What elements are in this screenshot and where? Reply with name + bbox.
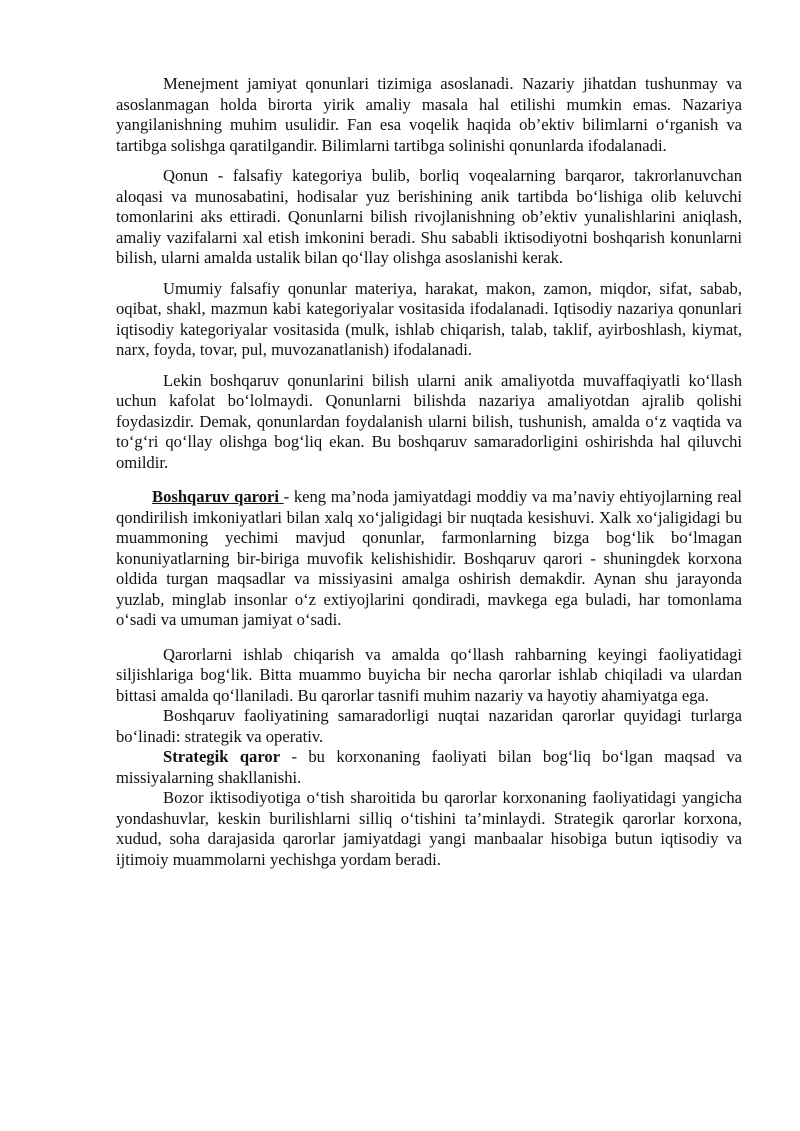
- paragraph-text: - bu korxonaning faoliyati bilan bog‘liq bo‘lgan maqsad va missiyalarning shakllanishi.: [116, 747, 742, 787]
- paragraph-philosophical-laws: [116, 279, 742, 361]
- paragraph-management-decision: [116, 487, 742, 631]
- paragraph-decisions-development: [116, 645, 742, 707]
- paragraph-text: Boshqaruv faoliyatining samaradorligi nuqtai nazaridan qarorlar quyidagi turlarga bo‘linadi: strategik va operativ.: [116, 706, 742, 746]
- paragraph-text: Qarorlarni ishlab chiqarish va amalda qo‘llash rahbarning keyingi faoliyatidagi siljishlariga bog‘lik. Bitta muammo buyicha bir necha qarorlar ishlab chiqiladi va ulardan bittasi amalda qo‘llaniladi. Bu qarorlar tasnifi muhim nazariy va hayotiy ahamiyatga ega.: [116, 644, 742, 705]
- paragraph-market-economy: [116, 788, 742, 870]
- paragraph-text: - keng ma’noda jamiyatdagi moddiy va ma’naviy ehtiyojlarning real qondirilish imkoniyatlari bilan xalq xo‘jaligidagi bir nuqtada kesishuvi. Xalk xo‘jaligidagi bu muammoning yechimi mavjud qonunlar, farmonlarning bizga bog‘lik bo‘lmagan konuniyatlarning bir-biriga muvofik kelishishidir. Boshqaruv qarori - shuningdek korxona oldida turgan maqsadlar va missiyasini amalga oshirish demakdir. Aynan shu jarayonda yuzlab, minglab insonlar o‘z extiyojlarini qondiradi, mavkega ega buladi, har tomonlama o‘sadi va umuman jamiyat o‘sadi.: [116, 487, 742, 629]
- paragraph-strategic-decision: [116, 747, 742, 788]
- paragraph-decision-types: [116, 706, 742, 747]
- paragraph-text: Bozor iktisodiyotiga o‘tish sharoitida bu qarorlar korxonaning faoliyatidagi yangicha yondashuvlar, keskin burilishlarni silliq o‘tishini ta’minlaydi. Strategik qarorlar korxona, xudud, soha darajasida qarorlar jamiyatdagi yangi manbaalar hisobiga butun iqtisodiy va ijtimoiy muammolarni yechishga yordam beradi.: [116, 788, 742, 869]
- paragraph-practice: [116, 371, 742, 474]
- paragraph-text: Lekin boshqaruv qonunlarini bilish ularni anik amaliyotda muvaffaqiyatli ko‘llash uchun kafolat bo‘lolmaydi. Qonunlarni bilishda nazariya amaliyotdan ajralib qolishi foydasizdir. Demak, qonunlardan foydalanish ularni bilish, tushunish, amalda o‘z vaqtida va to‘g‘ri qo‘llay olishga bog‘liq ekan. Bu boshqaruv samaradorligini oshirishda hal qiluvchi omildir.: [116, 370, 742, 472]
- paragraph-text: Menejment jamiyat qonunlari tizimiga asoslanadi. Nazariy jihatdan tushunmay va asoslanmagan holda birorta yirik amaliy masala hal etilishi mumkin emas. Nazariya yangilanishning muhim usulidir. Fan esa voqelik haqida ob’ektiv bilimlarni o‘rganish va tartibga solishga qaratilgandir. Bilimlarni tartibga solinishi qonunlarda ifodalanadi.: [116, 74, 742, 155]
- document-page: [116, 74, 742, 870]
- paragraph-text: Qonun - falsafiy kategoriya bulib, borliq voqealarning barqaror, takrorlanuvchan aloqasi va munosabatini, hodisalar yuz berishining anik tartibda bo‘lishiga olib keluvchi tomonlarini aks ettiradi. Qonunlarni bilish rivojlanishning ob’ektiv yunalishlarini aniqlash, amaliy vazifalarni xal etish imkonini beradi. Shu sababli iktisodiyotni boshqarish konunlarni bilish, ularni amalda ustalik bilan qo‘llay olishga asoslanishi kerak.: [116, 166, 742, 267]
- term-strategic-decision: Strategik qaror: [163, 747, 281, 766]
- paragraph-text: Umumiy falsafiy qonunlar materiya, harakat, makon, zamon, miqdor, sifat, sabab, oqibat, shakl, mazmun kabi kategoriyalar vositasida ifodalanadi. Iqtisodiy nazariya qonunlari iqtisodiy kategoriyalar vositasida (mulk, ishlab chiqarish, talab, taklif, ayirboshlash, kiymat, narx, foyda, tovar, pul, muvozanatlanish) ifodalanadi.: [116, 278, 742, 359]
- paragraph-management-laws: [116, 74, 742, 156]
- paragraph-law-definition: [116, 166, 742, 269]
- term-management-decision: Boshqaruv qarori: [152, 487, 284, 506]
